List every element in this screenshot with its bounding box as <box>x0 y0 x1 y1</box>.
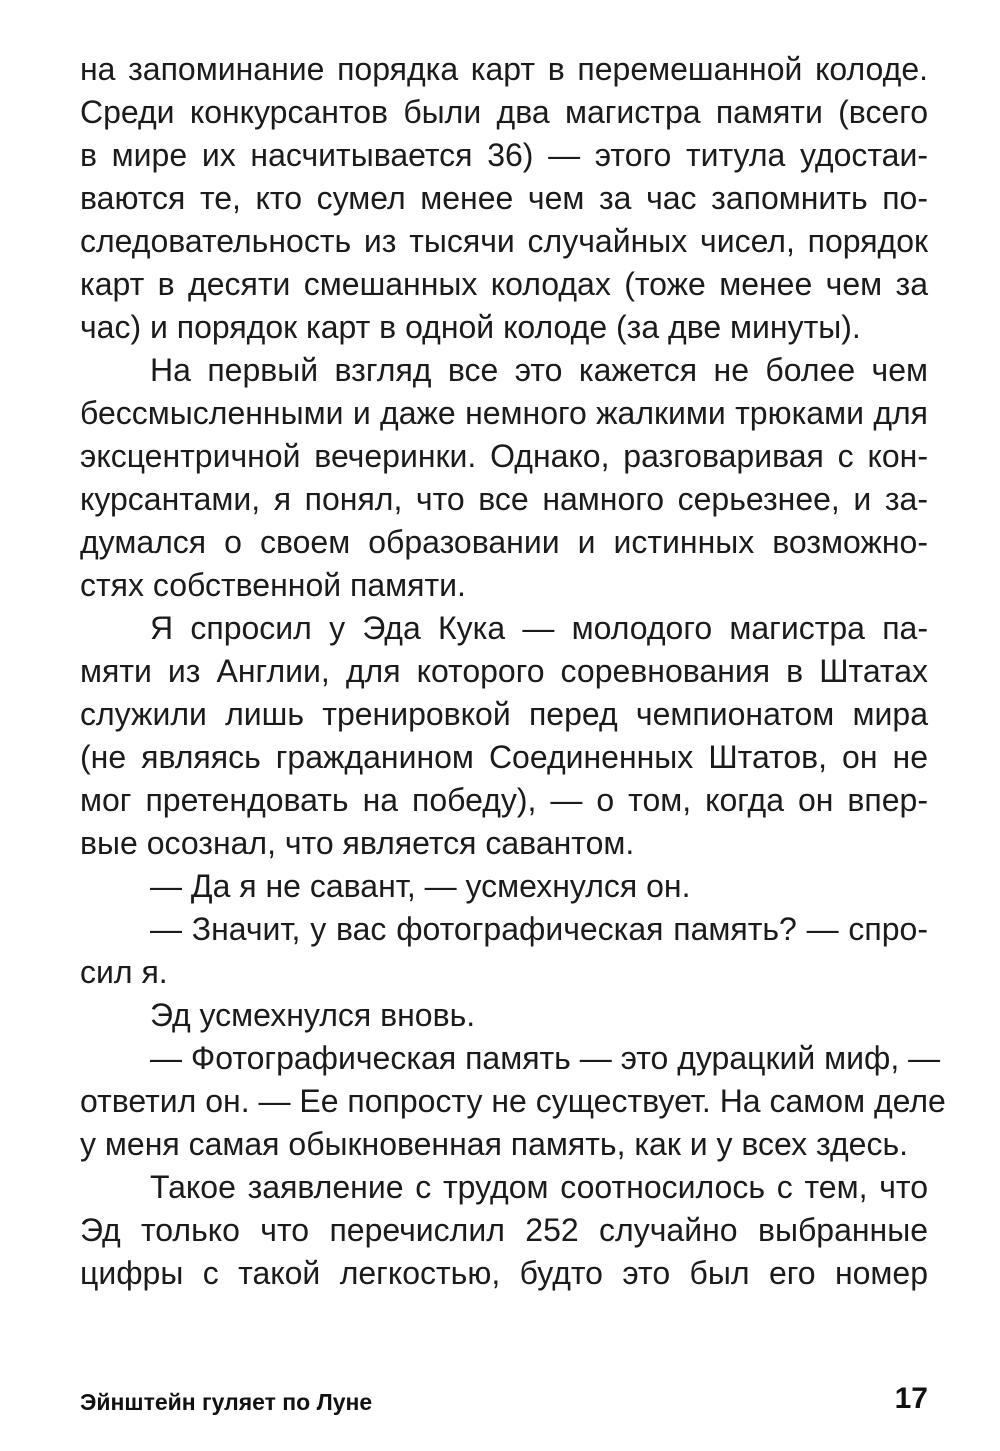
text-line: думался о своем образовании и истинных возможно- <box>80 524 928 560</box>
paragraph-first-line: Я спросил у Эда Кука — молодого магистра па- <box>150 610 928 646</box>
dialogue-line: — Да я не савант, — усмехнулся он. <box>150 868 691 904</box>
text-line: в мире их насчитывается 36) — этого титула удостаи- <box>80 137 928 173</box>
text-line: бессмысленными и даже немного жалкими трюками для <box>80 395 928 431</box>
text-line: Среди конкурсантов были два магистра памяти (всего <box>80 94 928 130</box>
paragraph-first-line: На первый взгляд все это кажется не более чем <box>150 352 928 388</box>
running-footer-title: Эйнштейн гуляет по Луне <box>80 1389 373 1415</box>
page-number: 17 <box>894 1382 928 1415</box>
text-line: мяти из Англии, для которого соревнования в Штатах <box>80 653 928 689</box>
text-line: стях собственной памяти. <box>80 567 466 603</box>
text-line: час) и порядок карт в одной колоде (за две минуты). <box>80 309 861 345</box>
dialogue-line: — Значит, у вас фотографическая память? — спро- <box>150 911 928 947</box>
text-line: мог претендовать на победу), — о том, когда он впер- <box>80 782 928 818</box>
text-line: следовательность из тысячи случайных чисел, порядок <box>80 223 928 259</box>
text-line: на запоминание порядка карт в перемешанной колоде. <box>80 51 928 87</box>
text-line: карт в десяти смешанных колодах (тоже менее чем за <box>80 266 928 302</box>
text-line: служили лишь тренировкой перед чемпионатом мира <box>80 696 928 732</box>
text-line: цифры с такой легкостью, будто это был его номер <box>80 1255 928 1291</box>
text-line: вые осознал, что является савантом. <box>80 825 635 861</box>
paragraph-first-line: Эд усмехнулся вновь. <box>150 997 476 1033</box>
text-line: ваются те, кто сумел менее чем за час запомнить по- <box>80 180 928 216</box>
text-line: курсантами, я понял, что все намного серьезнее, и за- <box>80 481 928 517</box>
text-line: у меня самая обыкновенная память, как и у всех здесь. <box>80 1126 909 1162</box>
text-line: сил я. <box>80 954 168 990</box>
text-line: эксцентричной вечеринки. Однако, разговаривая с кон- <box>80 438 928 474</box>
text-line: ответил он. — Ее попросту не существует. На самом деле <box>80 1083 946 1119</box>
text-line: (не являясь гражданином Соединенных Штатов, он не <box>80 739 928 775</box>
dialogue-line: — Фотографическая память — это дурацкий миф, — <box>150 1040 941 1076</box>
text-line: Эд только что перечислил 252 случайно выбранные <box>80 1212 928 1248</box>
paragraph-first-line: Такое заявление с трудом соотносилось с тем, что <box>150 1169 928 1205</box>
